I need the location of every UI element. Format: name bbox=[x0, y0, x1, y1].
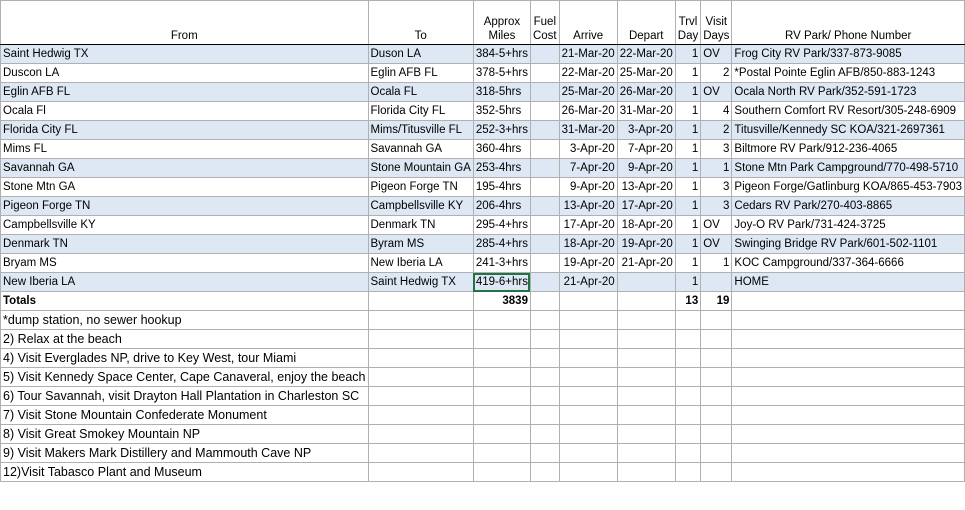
cell-to[interactable]: Duson LA bbox=[368, 45, 473, 64]
cell-visit[interactable]: OV bbox=[701, 45, 732, 64]
empty-cell[interactable] bbox=[675, 368, 700, 387]
note-cell[interactable]: 4) Visit Everglades NP, drive to Key West, tour Miami bbox=[1, 349, 369, 368]
cell-depart[interactable]: 18-Apr-20 bbox=[617, 216, 675, 235]
empty-cell[interactable] bbox=[732, 311, 965, 330]
empty-cell[interactable] bbox=[675, 406, 700, 425]
cell-arrive[interactable]: 21-Apr-20 bbox=[559, 273, 617, 292]
cell-rv[interactable]: Cedars RV Park/270-403-8865 bbox=[732, 197, 965, 216]
cell-depart[interactable]: 7-Apr-20 bbox=[617, 140, 675, 159]
totals-trvl[interactable]: 13 bbox=[675, 292, 700, 311]
cell-rv[interactable]: Stone Mtn Park Campground/770-498-5710 bbox=[732, 159, 965, 178]
note-row bbox=[1, 349, 965, 368]
cell-fuel[interactable] bbox=[530, 197, 559, 216]
cell-rv[interactable]: HOME bbox=[732, 273, 965, 292]
empty-cell[interactable] bbox=[675, 387, 700, 406]
table-row bbox=[1, 216, 965, 235]
cell-fuel[interactable] bbox=[530, 273, 559, 292]
empty-cell[interactable] bbox=[617, 368, 675, 387]
cell-visit[interactable]: 4 bbox=[701, 102, 732, 121]
totals-empty[interactable] bbox=[368, 292, 473, 311]
cell-to[interactable]: Campbellsville KY bbox=[368, 197, 473, 216]
cell-miles[interactable]: 352-5hrs bbox=[473, 102, 530, 121]
empty-cell[interactable] bbox=[530, 311, 559, 330]
empty-cell[interactable] bbox=[701, 425, 732, 444]
cell-from[interactable]: Florida City FL bbox=[1, 121, 369, 140]
header-fuel-line1: Fuel bbox=[533, 16, 556, 28]
header-visit-line1: Visit bbox=[705, 16, 728, 28]
empty-cell[interactable] bbox=[530, 368, 559, 387]
header-rv[interactable] bbox=[732, 1, 965, 45]
cell-visit[interactable]: 3 bbox=[701, 197, 732, 216]
empty-cell[interactable] bbox=[732, 349, 965, 368]
empty-cell[interactable] bbox=[368, 368, 473, 387]
header-arrive[interactable] bbox=[559, 1, 617, 45]
cell-arrive[interactable]: 22-Mar-20 bbox=[559, 64, 617, 83]
empty-cell[interactable] bbox=[530, 406, 559, 425]
cell-visit[interactable]: OV bbox=[701, 83, 732, 102]
empty-cell[interactable] bbox=[368, 311, 473, 330]
cell-visit[interactable]: 1 bbox=[701, 159, 732, 178]
header-trvl[interactable] bbox=[675, 1, 700, 45]
cell-trvl[interactable]: 1 bbox=[675, 83, 700, 102]
empty-cell[interactable] bbox=[368, 406, 473, 425]
cell-from[interactable]: Ocala Fl bbox=[1, 102, 369, 121]
cell-trvl[interactable]: 1 bbox=[675, 64, 700, 83]
empty-cell[interactable] bbox=[559, 444, 617, 463]
table-row bbox=[1, 178, 965, 197]
empty-cell[interactable] bbox=[368, 330, 473, 349]
empty-cell[interactable] bbox=[473, 425, 530, 444]
empty-cell[interactable] bbox=[368, 444, 473, 463]
note-row bbox=[1, 463, 965, 482]
table-row bbox=[1, 159, 965, 178]
cell-fuel[interactable] bbox=[530, 216, 559, 235]
header-miles[interactable] bbox=[473, 1, 530, 45]
note-row bbox=[1, 444, 965, 463]
cell-arrive[interactable]: 31-Mar-20 bbox=[559, 121, 617, 140]
cell-arrive[interactable]: 26-Mar-20 bbox=[559, 102, 617, 121]
empty-cell[interactable] bbox=[530, 330, 559, 349]
empty-cell[interactable] bbox=[617, 330, 675, 349]
empty-cell[interactable] bbox=[675, 311, 700, 330]
header-miles-line2: Miles bbox=[488, 30, 516, 42]
empty-cell[interactable] bbox=[675, 349, 700, 368]
header-to[interactable] bbox=[368, 1, 473, 45]
cell-depart[interactable]: 19-Apr-20 bbox=[617, 235, 675, 254]
empty-cell[interactable] bbox=[732, 406, 965, 425]
header-row bbox=[1, 1, 965, 45]
cell-fuel[interactable] bbox=[530, 235, 559, 254]
cell-fuel[interactable] bbox=[530, 102, 559, 121]
cell-to[interactable]: Saint Hedwig TX bbox=[368, 273, 473, 292]
cell-from[interactable]: Denmark TN bbox=[1, 235, 369, 254]
cell-arrive[interactable]: 25-Mar-20 bbox=[559, 83, 617, 102]
cell-visit[interactable]: 3 bbox=[701, 178, 732, 197]
empty-cell[interactable] bbox=[368, 349, 473, 368]
cell-arrive[interactable]: 9-Apr-20 bbox=[559, 178, 617, 197]
header-visit[interactable] bbox=[701, 1, 732, 45]
cell-to[interactable]: Pigeon Forge TN bbox=[368, 178, 473, 197]
cell-trvl[interactable]: 1 bbox=[675, 45, 700, 64]
cell-rv[interactable]: *Postal Pointe Eglin AFB/850-883-1243 bbox=[732, 64, 965, 83]
cell-to[interactable]: Stone Mountain GA bbox=[368, 159, 473, 178]
cell-arrive[interactable]: 21-Mar-20 bbox=[559, 45, 617, 64]
table-row bbox=[1, 64, 965, 83]
empty-cell[interactable] bbox=[530, 425, 559, 444]
cell-depart[interactable]: 31-Mar-20 bbox=[617, 102, 675, 121]
cell-miles[interactable]: 378-5+hrs bbox=[473, 64, 530, 83]
empty-cell[interactable] bbox=[732, 444, 965, 463]
empty-cell[interactable] bbox=[617, 387, 675, 406]
empty-cell[interactable] bbox=[617, 349, 675, 368]
cell-trvl[interactable]: 1 bbox=[675, 197, 700, 216]
cell-rv[interactable]: Biltmore RV Park/912-236-4065 bbox=[732, 140, 965, 159]
empty-cell[interactable] bbox=[732, 387, 965, 406]
cell-depart[interactable]: 25-Mar-20 bbox=[617, 64, 675, 83]
header-from-text: From bbox=[170, 30, 198, 42]
empty-cell[interactable] bbox=[701, 330, 732, 349]
cell-from[interactable]: Mims FL bbox=[1, 140, 369, 159]
table-row bbox=[1, 235, 965, 254]
cell-miles[interactable]: 253-4hrs bbox=[473, 159, 530, 178]
totals-visit[interactable]: 19 bbox=[701, 292, 732, 311]
cell-miles[interactable]: 285-4+hrs bbox=[473, 235, 530, 254]
note-cell[interactable]: 8) Visit Great Smokey Mountain NP bbox=[1, 425, 369, 444]
header-depart[interactable] bbox=[617, 1, 675, 45]
empty-cell[interactable] bbox=[701, 444, 732, 463]
table-row bbox=[1, 254, 965, 273]
cell-trvl[interactable]: 1 bbox=[675, 235, 700, 254]
cell-miles[interactable]: 419-6+hrs bbox=[473, 273, 530, 292]
note-cell[interactable]: 7) Visit Stone Mountain Confederate Monument bbox=[1, 406, 369, 425]
empty-cell[interactable] bbox=[559, 425, 617, 444]
cell-from[interactable]: Saint Hedwig TX bbox=[1, 45, 369, 64]
cell-to[interactable]: Savannah GA bbox=[368, 140, 473, 159]
note-row bbox=[1, 368, 965, 387]
cell-from[interactable]: Savannah GA bbox=[1, 159, 369, 178]
cell-from[interactable]: Stone Mtn GA bbox=[1, 178, 369, 197]
cell-miles[interactable]: 252-3+hrs bbox=[473, 121, 530, 140]
cell-fuel[interactable] bbox=[530, 45, 559, 64]
cell-rv[interactable]: Swinging Bridge RV Park/601-502-1101 bbox=[732, 235, 965, 254]
empty-cell[interactable] bbox=[559, 311, 617, 330]
empty-cell[interactable] bbox=[559, 406, 617, 425]
cell-from[interactable]: New Iberia LA bbox=[1, 273, 369, 292]
empty-cell[interactable] bbox=[701, 406, 732, 425]
cell-trvl[interactable]: 1 bbox=[675, 216, 700, 235]
cell-to[interactable]: Denmark TN bbox=[368, 216, 473, 235]
cell-fuel[interactable] bbox=[530, 83, 559, 102]
cell-miles[interactable]: 241-3+hrs bbox=[473, 254, 530, 273]
header-fuel[interactable] bbox=[530, 1, 559, 45]
empty-cell[interactable] bbox=[473, 330, 530, 349]
cell-to[interactable]: Mims/Titusville FL bbox=[368, 121, 473, 140]
header-miles-line1: Approx bbox=[483, 16, 521, 28]
cell-trvl[interactable]: 1 bbox=[675, 121, 700, 140]
header-rv-text: RV Park/ Phone Number bbox=[785, 30, 912, 42]
note-cell[interactable]: *dump station, no sewer hookup bbox=[1, 311, 369, 330]
empty-cell[interactable] bbox=[617, 463, 675, 482]
cell-fuel[interactable] bbox=[530, 64, 559, 83]
cell-to[interactable]: Ocala FL bbox=[368, 83, 473, 102]
empty-cell[interactable] bbox=[675, 425, 700, 444]
cell-depart[interactable]: 13-Apr-20 bbox=[617, 178, 675, 197]
empty-cell[interactable] bbox=[617, 425, 675, 444]
cell-miles[interactable]: 384-5+hrs bbox=[473, 45, 530, 64]
note-row bbox=[1, 311, 965, 330]
header-from[interactable] bbox=[1, 1, 369, 45]
cell-trvl[interactable]: 1 bbox=[675, 178, 700, 197]
table-row bbox=[1, 102, 965, 121]
cell-arrive[interactable]: 18-Apr-20 bbox=[559, 235, 617, 254]
note-cell[interactable]: 2) Relax at the beach bbox=[1, 330, 369, 349]
cell-from[interactable]: Duscon LA bbox=[1, 64, 369, 83]
empty-cell[interactable] bbox=[559, 349, 617, 368]
empty-cell[interactable] bbox=[617, 406, 675, 425]
cell-fuel[interactable] bbox=[530, 121, 559, 140]
cell-visit[interactable]: 2 bbox=[701, 64, 732, 83]
empty-cell[interactable] bbox=[473, 387, 530, 406]
header-fuel-line2: Cost bbox=[532, 30, 557, 42]
empty-cell[interactable] bbox=[530, 444, 559, 463]
cell-to[interactable]: Byram MS bbox=[368, 235, 473, 254]
cell-from[interactable]: Pigeon Forge TN bbox=[1, 197, 369, 216]
empty-cell[interactable] bbox=[473, 349, 530, 368]
empty-cell[interactable] bbox=[675, 444, 700, 463]
cell-to[interactable]: Eglin AFB FL bbox=[368, 64, 473, 83]
cell-depart[interactable]: 9-Apr-20 bbox=[617, 159, 675, 178]
cell-trvl[interactable]: 1 bbox=[675, 254, 700, 273]
empty-cell[interactable] bbox=[559, 463, 617, 482]
cell-visit[interactable]: OV bbox=[701, 216, 732, 235]
cell-fuel[interactable] bbox=[530, 254, 559, 273]
header-trvl-line2: Day bbox=[677, 30, 699, 42]
cell-to[interactable]: Florida City FL bbox=[368, 102, 473, 121]
empty-cell[interactable] bbox=[559, 368, 617, 387]
totals-empty[interactable] bbox=[559, 292, 617, 311]
cell-trvl[interactable]: 1 bbox=[675, 159, 700, 178]
cell-rv[interactable]: Frog City RV Park/337-873-9085 bbox=[732, 45, 965, 64]
totals-miles[interactable]: 3839 bbox=[473, 292, 530, 311]
note-row bbox=[1, 425, 965, 444]
note-cell[interactable]: 9) Visit Makers Mark Distillery and Mammouth Cave NP bbox=[1, 444, 369, 463]
cell-to[interactable]: New Iberia LA bbox=[368, 254, 473, 273]
cell-from[interactable]: Campbellsville KY bbox=[1, 216, 369, 235]
cell-visit[interactable]: OV bbox=[701, 235, 732, 254]
empty-cell[interactable] bbox=[473, 406, 530, 425]
cell-from[interactable]: Bryam MS bbox=[1, 254, 369, 273]
cell-rv[interactable]: Southern Comfort RV Resort/305-248-6909 bbox=[732, 102, 965, 121]
empty-cell[interactable] bbox=[617, 444, 675, 463]
cell-visit[interactable]: 3 bbox=[701, 140, 732, 159]
cell-miles[interactable]: 295-4+hrs bbox=[473, 216, 530, 235]
empty-cell[interactable] bbox=[732, 368, 965, 387]
header-trvl-line1: Trvl bbox=[678, 16, 698, 28]
cell-depart[interactable] bbox=[617, 273, 675, 292]
cell-visit[interactable]: 1 bbox=[701, 254, 732, 273]
empty-cell[interactable] bbox=[473, 311, 530, 330]
empty-cell[interactable] bbox=[732, 463, 965, 482]
empty-cell[interactable] bbox=[368, 387, 473, 406]
empty-cell[interactable] bbox=[530, 463, 559, 482]
table-row bbox=[1, 121, 965, 140]
header-depart-text: Depart bbox=[628, 30, 664, 42]
cell-arrive[interactable]: 17-Apr-20 bbox=[559, 216, 617, 235]
empty-cell[interactable] bbox=[559, 330, 617, 349]
cell-rv[interactable]: Pigeon Forge/Gatlinburg KOA/865-453-7903 bbox=[732, 178, 965, 197]
empty-cell[interactable] bbox=[701, 311, 732, 330]
empty-cell[interactable] bbox=[732, 330, 965, 349]
note-row bbox=[1, 330, 965, 349]
table-row bbox=[1, 83, 965, 102]
cell-rv[interactable]: Joy-O RV Park/731-424-3725 bbox=[732, 216, 965, 235]
empty-cell[interactable] bbox=[473, 444, 530, 463]
totals-row bbox=[1, 292, 965, 311]
cell-depart[interactable]: 21-Apr-20 bbox=[617, 254, 675, 273]
table-row bbox=[1, 140, 965, 159]
cell-trvl[interactable]: 1 bbox=[675, 273, 700, 292]
note-cell[interactable]: 12)Visit Tabasco Plant and Museum bbox=[1, 463, 369, 482]
empty-cell[interactable] bbox=[701, 368, 732, 387]
cell-visit[interactable] bbox=[701, 273, 732, 292]
cell-visit[interactable]: 2 bbox=[701, 121, 732, 140]
cell-depart[interactable]: 22-Mar-20 bbox=[617, 45, 675, 64]
cell-fuel[interactable] bbox=[530, 159, 559, 178]
cell-fuel[interactable] bbox=[530, 178, 559, 197]
empty-cell[interactable] bbox=[559, 387, 617, 406]
table-row bbox=[1, 273, 965, 292]
cell-trvl[interactable]: 1 bbox=[675, 102, 700, 121]
cell-depart[interactable]: 3-Apr-20 bbox=[617, 121, 675, 140]
note-cell[interactable]: 5) Visit Kennedy Space Center, Cape Canaveral, enjoy the beach bbox=[1, 368, 369, 387]
empty-cell[interactable] bbox=[368, 425, 473, 444]
note-cell[interactable]: 6) Tour Savannah, visit Drayton Hall Plantation in Charleston SC bbox=[1, 387, 369, 406]
empty-cell[interactable] bbox=[617, 311, 675, 330]
empty-cell[interactable] bbox=[732, 425, 965, 444]
header-to-text: To bbox=[414, 30, 427, 42]
empty-cell[interactable] bbox=[701, 349, 732, 368]
totals-empty[interactable] bbox=[530, 292, 559, 311]
empty-cell[interactable] bbox=[368, 463, 473, 482]
note-row bbox=[1, 387, 965, 406]
cell-fuel[interactable] bbox=[530, 140, 559, 159]
cell-miles[interactable]: 206-4hrs bbox=[473, 197, 530, 216]
totals-label[interactable]: Totals bbox=[1, 292, 369, 311]
header-visit-line2: Days bbox=[703, 30, 730, 42]
empty-cell[interactable] bbox=[675, 463, 700, 482]
cell-arrive[interactable]: 13-Apr-20 bbox=[559, 197, 617, 216]
cell-depart[interactable]: 26-Mar-20 bbox=[617, 83, 675, 102]
empty-cell[interactable] bbox=[530, 387, 559, 406]
cell-rv[interactable]: KOC Campground/337-364-6666 bbox=[732, 254, 965, 273]
empty-cell[interactable] bbox=[473, 368, 530, 387]
cell-from[interactable]: Eglin AFB FL bbox=[1, 83, 369, 102]
cell-depart[interactable]: 17-Apr-20 bbox=[617, 197, 675, 216]
header-arrive-text: Arrive bbox=[573, 30, 604, 42]
cell-miles[interactable]: 360-4hrs bbox=[473, 140, 530, 159]
cell-miles[interactable]: 195-4hrs bbox=[473, 178, 530, 197]
empty-cell[interactable] bbox=[701, 463, 732, 482]
table-row bbox=[1, 197, 965, 216]
empty-cell[interactable] bbox=[675, 330, 700, 349]
cell-rv[interactable]: Titusville/Kennedy SC KOA/321-2697361 bbox=[732, 121, 965, 140]
cell-arrive[interactable]: 7-Apr-20 bbox=[559, 159, 617, 178]
cell-arrive[interactable]: 3-Apr-20 bbox=[559, 140, 617, 159]
cell-arrive[interactable]: 19-Apr-20 bbox=[559, 254, 617, 273]
note-row bbox=[1, 406, 965, 425]
table-row bbox=[1, 45, 965, 64]
totals-empty[interactable] bbox=[732, 292, 965, 311]
empty-cell[interactable] bbox=[473, 463, 530, 482]
cell-miles[interactable]: 318-5hrs bbox=[473, 83, 530, 102]
empty-cell[interactable] bbox=[701, 387, 732, 406]
totals-empty[interactable] bbox=[617, 292, 675, 311]
empty-cell[interactable] bbox=[530, 349, 559, 368]
cell-rv[interactable]: Ocala North RV Park/352-591-1723 bbox=[732, 83, 965, 102]
cell-trvl[interactable]: 1 bbox=[675, 140, 700, 159]
